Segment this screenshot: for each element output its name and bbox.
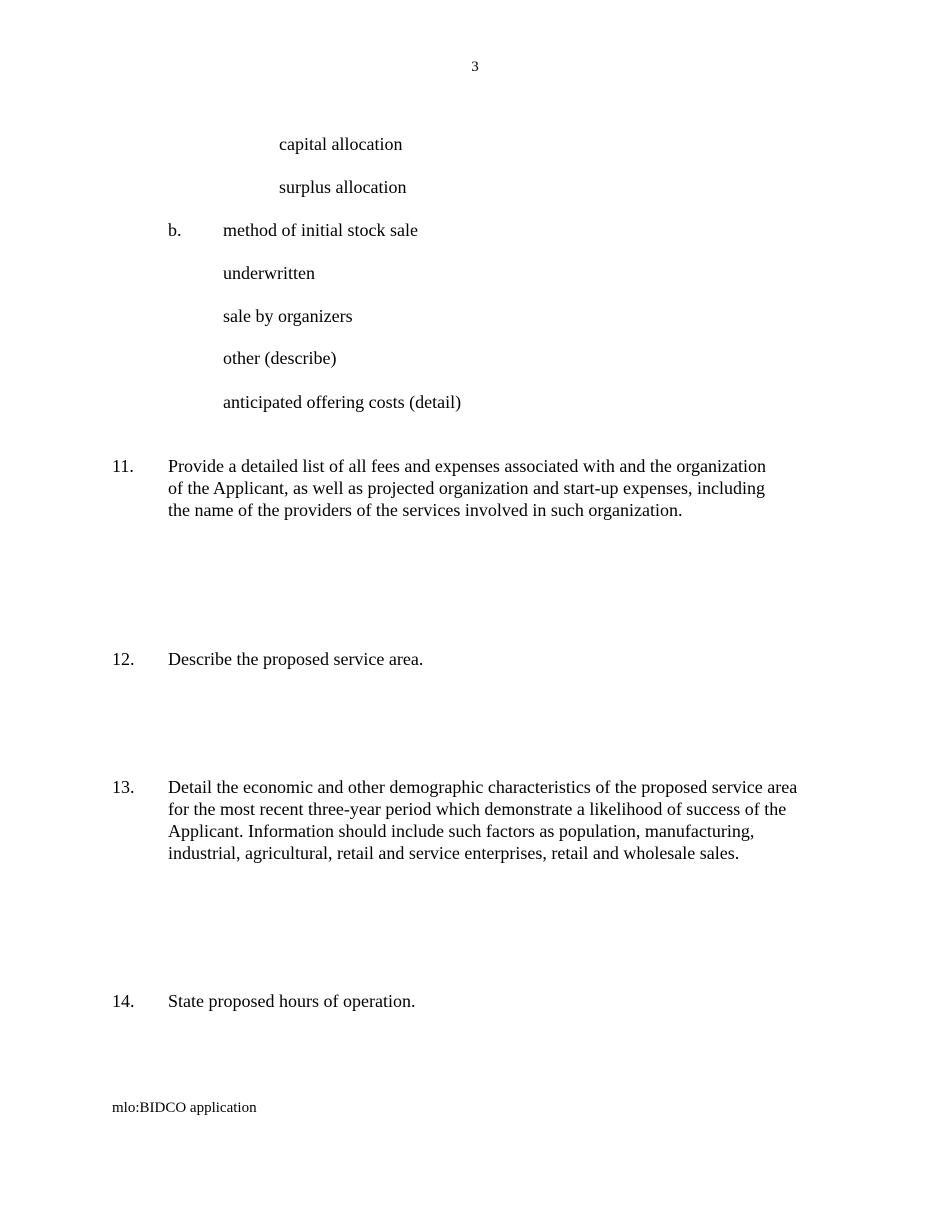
question-11-line: Provide a detailed list of all fees and expenses associated with and the organization [168,456,766,476]
question-13-line: for the most recent three-year period which demonstrate a likelihood of success of the [168,799,787,819]
question-11-line: of the Applicant, as well as projected organization and start-up expenses, including [168,478,765,498]
question-11-text [168,455,828,521]
option-other: other (describe) [223,348,337,368]
question-12-line: Describe the proposed service area. [168,649,424,669]
question-14-text [168,990,828,1012]
question-11-number: 11. [112,456,134,476]
question-13-text [168,776,828,864]
question-14-number: 14. [112,991,135,1011]
page-number: 3 [471,59,479,75]
option-underwritten: underwritten [223,263,315,283]
question-13-line: Detail the economic and other demographic characteristics of the proposed service area [168,777,798,797]
option-sale-by-organizers: sale by organizers [223,306,353,326]
question-14-line: State proposed hours of operation. [168,991,416,1011]
option-offering-costs: anticipated offering costs (detail) [223,392,462,412]
question-13-number: 13. [112,777,135,797]
question-13-line: industrial, agricultural, retail and service enterprises, retail and wholesale sales. [168,843,740,863]
footer-document-id: mlo:BIDCO application [112,1100,257,1116]
section-b-label: b. [168,220,182,240]
question-12-text [168,648,828,670]
question-12-number: 12. [112,649,135,669]
question-13-line: Applicant. Information should include such factors as population, manufacturing, [168,821,755,841]
surplus-allocation-item: surplus allocation [279,177,407,197]
capital-allocation-item: capital allocation [279,134,403,154]
section-b-title: method of initial stock sale [223,220,418,240]
question-11-line: the name of the providers of the services involved in such organization. [168,500,683,520]
